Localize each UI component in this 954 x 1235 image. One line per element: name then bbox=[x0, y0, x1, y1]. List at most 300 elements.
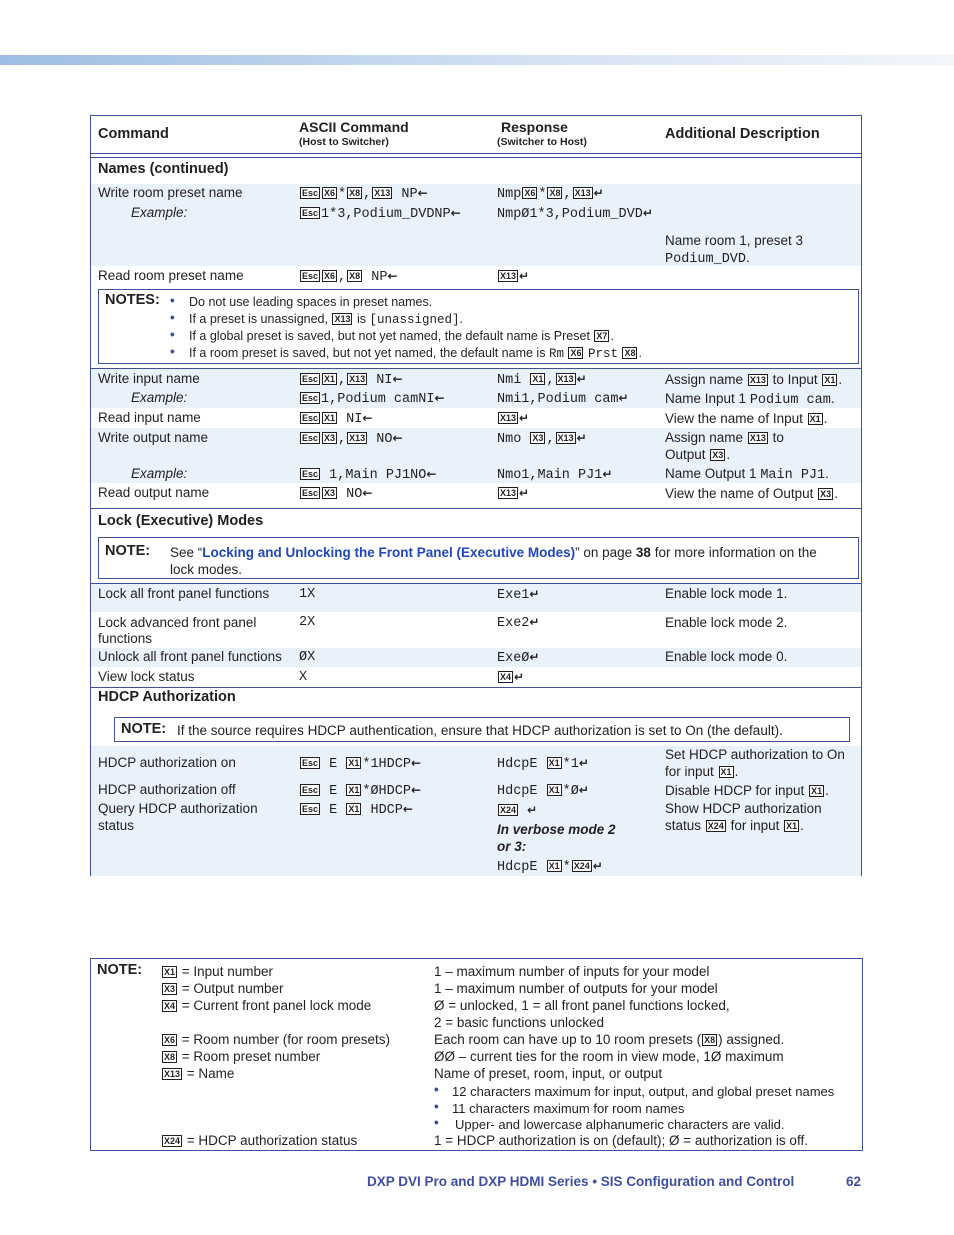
cmd-text: NP bbox=[401, 187, 418, 202]
x13-key: X13 bbox=[334, 314, 351, 324]
var-x24-desc: 1 = HDCP authorization is on (default); Ø = authorization is off. bbox=[434, 1133, 808, 1148]
x3-key: X3 bbox=[532, 433, 544, 443]
var-text: = Room number (for room presets) bbox=[181, 1032, 390, 1047]
return-arrow-icon: ↵ bbox=[576, 431, 587, 445]
x24-key: X24 bbox=[500, 805, 517, 815]
desc-text: Disable HDCP for input bbox=[665, 783, 805, 798]
section-hdcp: HDCP Authorization bbox=[98, 689, 236, 705]
return-arrow-icon: ↵ bbox=[578, 783, 589, 797]
sep: * bbox=[562, 860, 571, 875]
var-text: = Input number bbox=[181, 964, 273, 979]
note-label: NOTE: bbox=[121, 721, 167, 737]
sep: , bbox=[338, 270, 347, 285]
hdcp-note-box bbox=[114, 717, 850, 742]
read-output-label: Read output name bbox=[98, 485, 210, 500]
sep: * bbox=[538, 187, 547, 202]
note-mono: Rm bbox=[548, 347, 564, 361]
left-arrow-icon: ← bbox=[387, 269, 398, 283]
resp-text: NmpØ1*3,Podium_DVD bbox=[497, 207, 643, 222]
var-x4-desc-2: 2 = basic functions unlocked bbox=[434, 1015, 604, 1030]
lock-note-box bbox=[98, 537, 859, 579]
read-output-desc bbox=[665, 485, 838, 502]
return-arrow-icon: ↵ bbox=[576, 372, 587, 386]
resp-text: Nmp bbox=[497, 187, 522, 202]
x13-key: X13 bbox=[500, 413, 517, 423]
write-output-example-cmd bbox=[299, 466, 436, 484]
return-arrow-icon: ↵ bbox=[578, 756, 589, 770]
x1-key: X1 bbox=[324, 413, 336, 423]
x8-key: X8 bbox=[349, 188, 361, 198]
var-bullet-3: Upper- and lowercase alphanumeric characters are valid. bbox=[455, 1117, 785, 1132]
variables-note bbox=[90, 958, 863, 1151]
var-text: = Current front panel lock mode bbox=[181, 998, 372, 1013]
lock-row-cmd: 2X bbox=[299, 615, 316, 630]
desc-end: . bbox=[746, 250, 750, 265]
desc-text: . bbox=[830, 391, 835, 406]
verbose-label-2: or 3: bbox=[497, 839, 527, 854]
x13-key: X13 bbox=[164, 1069, 181, 1079]
note-text: . bbox=[610, 329, 614, 343]
desc-text: . bbox=[800, 818, 804, 833]
esc-key: Esc bbox=[302, 785, 319, 795]
note-2 bbox=[189, 311, 463, 329]
x7-key: X7 bbox=[596, 331, 608, 341]
desc-text: Name Input 1 bbox=[665, 391, 747, 406]
note-text: See “ bbox=[170, 545, 203, 560]
cmd-text: NO bbox=[376, 432, 393, 447]
lock-row-desc: Enable lock mode 1. bbox=[665, 586, 788, 601]
x6-key: X6 bbox=[324, 188, 336, 198]
var-text: = Name bbox=[186, 1066, 235, 1081]
lock-row-resp bbox=[497, 649, 539, 667]
var-x13 bbox=[161, 1065, 234, 1082]
desc-text: Assign name bbox=[665, 372, 744, 387]
var-x1 bbox=[161, 963, 273, 980]
divider bbox=[91, 687, 861, 688]
desc-text: Output bbox=[665, 447, 706, 462]
resp-text: *Ø bbox=[562, 784, 579, 799]
note-text: . bbox=[459, 312, 463, 326]
hdcp-on-cmd bbox=[299, 755, 421, 773]
x13-key: X13 bbox=[500, 488, 517, 498]
desc-text: . bbox=[834, 486, 838, 501]
write-input-cmd bbox=[299, 371, 403, 389]
x6-key: X6 bbox=[164, 1035, 176, 1045]
desc-text: Name Output 1 bbox=[665, 466, 757, 481]
header-response: Response bbox=[501, 119, 568, 135]
read-input-desc bbox=[665, 410, 827, 427]
read-input-resp bbox=[497, 410, 529, 428]
desc-text: . bbox=[825, 466, 829, 481]
x8-key: X8 bbox=[164, 1052, 176, 1062]
x1-key: X1 bbox=[786, 821, 798, 831]
hdcp-query-desc-2 bbox=[665, 817, 804, 834]
x1-key: X1 bbox=[811, 786, 823, 796]
write-room-desc: Name room 1, preset 3 bbox=[665, 233, 804, 248]
write-input-resp bbox=[497, 371, 587, 389]
section-names: Names (continued) bbox=[98, 161, 229, 177]
x8-key: X8 bbox=[624, 348, 636, 358]
bullet-icon: • bbox=[434, 1099, 439, 1114]
desc-text: . bbox=[838, 372, 843, 387]
esc-key: Esc bbox=[302, 469, 319, 479]
header-response-sub: (Switcher to Host) bbox=[497, 136, 587, 148]
hdcp-query-verbose-resp bbox=[497, 858, 603, 876]
hdcp-on-resp bbox=[497, 755, 589, 773]
locking-link[interactable]: Locking and Unlocking the Front Panel (Executive Modes) bbox=[202, 545, 576, 560]
lock-row-desc: Enable lock mode 0. bbox=[665, 649, 788, 664]
return-arrow-icon: ↵ bbox=[519, 486, 530, 500]
resp-text: Nmi bbox=[497, 373, 522, 388]
desc-text: status bbox=[665, 818, 702, 833]
hdcp-query-desc: Show HDCP authorization bbox=[665, 801, 822, 816]
left-arrow-icon: ← bbox=[417, 186, 428, 200]
return-arrow-icon: ↵ bbox=[618, 391, 629, 405]
desc-text: for input bbox=[730, 818, 780, 833]
x4-key: X4 bbox=[500, 672, 512, 682]
example-label: Example: bbox=[131, 466, 188, 481]
cmd-text: E bbox=[329, 803, 338, 818]
return-arrow-icon: ↵ bbox=[527, 803, 538, 817]
x4-key: X4 bbox=[164, 1001, 176, 1011]
x1-key: X1 bbox=[548, 861, 560, 871]
esc-key: Esc bbox=[302, 758, 319, 768]
x3-key: X3 bbox=[820, 489, 832, 499]
example-label: Example: bbox=[131, 205, 188, 220]
command-table bbox=[90, 115, 862, 876]
read-input-cmd bbox=[299, 410, 372, 428]
x24-key: X24 bbox=[707, 821, 724, 831]
return-arrow-icon: ↵ bbox=[642, 206, 653, 220]
hdcp-off-resp bbox=[497, 782, 589, 800]
read-room-cmd bbox=[299, 268, 398, 286]
hdcp-on-label: HDCP authorization on bbox=[98, 755, 236, 770]
x13-key: X13 bbox=[349, 374, 366, 384]
hdcp-off-cmd bbox=[299, 782, 421, 800]
write-room-example-cmd bbox=[299, 205, 461, 223]
sep: , bbox=[546, 373, 555, 388]
note-label: NOTE: bbox=[105, 543, 151, 559]
desc-text: to bbox=[772, 430, 784, 445]
esc-key: Esc bbox=[302, 393, 319, 403]
sep: * bbox=[338, 187, 347, 202]
desc-text: . bbox=[823, 411, 828, 426]
resp-text: Nmo1,Main PJ1 bbox=[497, 468, 603, 483]
note-mono: [unassigned] bbox=[369, 313, 460, 327]
lock-row-cmd: 1X bbox=[299, 587, 316, 602]
x1-key: X1 bbox=[548, 758, 560, 768]
hdcp-off-desc bbox=[665, 782, 829, 799]
var-text: = Room preset number bbox=[181, 1049, 321, 1064]
x1-key: X1 bbox=[532, 374, 544, 384]
x24-key: X24 bbox=[573, 861, 590, 871]
resp-text: ExeØ bbox=[497, 651, 530, 666]
return-arrow-icon: ↵ bbox=[602, 467, 613, 481]
note-1: Do not use leading spaces in preset names. bbox=[189, 295, 433, 309]
lock-row-cmd: ØX bbox=[299, 650, 316, 665]
write-input-label: Write input name bbox=[98, 371, 200, 386]
x8-key: X8 bbox=[349, 271, 361, 281]
x1-key: X1 bbox=[548, 785, 560, 795]
return-arrow-icon: ↵ bbox=[519, 411, 530, 425]
hdcp-query-label: Query HDCP authorization bbox=[98, 801, 258, 816]
return-arrow-icon: ↵ bbox=[593, 186, 604, 200]
desc-text: to Input bbox=[772, 372, 818, 387]
cmd-text: *ØHDCP bbox=[362, 784, 411, 799]
resp-text: Nmo bbox=[497, 432, 522, 447]
write-output-desc bbox=[665, 429, 784, 446]
note-4 bbox=[189, 345, 642, 363]
resp-text: Exe2 bbox=[497, 616, 530, 631]
note-mono: Prst bbox=[587, 347, 618, 361]
desc-text: . bbox=[734, 764, 739, 779]
var-x8 bbox=[161, 1048, 320, 1065]
bullet-icon: • bbox=[434, 1115, 439, 1130]
section-lock: Lock (Executive) Modes bbox=[98, 513, 264, 529]
left-arrow-icon: ← bbox=[362, 486, 373, 500]
divider bbox=[91, 157, 861, 158]
hdcp-on-desc: Set HDCP authorization to On bbox=[665, 747, 845, 762]
var-x24 bbox=[161, 1132, 357, 1149]
left-arrow-icon: ← bbox=[426, 467, 437, 481]
lock-row-resp bbox=[497, 669, 524, 687]
note-label: NOTE: bbox=[97, 962, 143, 978]
x1-key: X1 bbox=[348, 804, 360, 814]
x3-key: X3 bbox=[324, 488, 336, 498]
desc-text: . bbox=[825, 783, 829, 798]
hdcp-query-resp bbox=[497, 802, 537, 820]
resp-text: Exe1 bbox=[497, 588, 530, 603]
write-output-resp bbox=[497, 430, 587, 448]
write-output-example-desc bbox=[665, 465, 829, 484]
x1-key: X1 bbox=[348, 785, 360, 795]
header-command: Command bbox=[98, 126, 169, 142]
var-x4-desc: Ø = unlocked, 1 = all front panel functions locked, bbox=[434, 998, 730, 1013]
esc-key: Esc bbox=[302, 374, 319, 384]
x13-key: X13 bbox=[574, 188, 591, 198]
verbose-label: In verbose mode 2 bbox=[497, 822, 616, 837]
bullet-icon: • bbox=[170, 310, 175, 325]
note-text: . bbox=[638, 346, 642, 360]
var-x4 bbox=[161, 997, 371, 1014]
x1-key: X1 bbox=[164, 967, 176, 977]
x3-key: X3 bbox=[324, 433, 336, 443]
note-text: If a room preset is saved, but not yet named, the default name is bbox=[189, 346, 546, 360]
resp-text: *1 bbox=[562, 757, 579, 772]
page-number: 62 bbox=[846, 1174, 862, 1189]
x13-key: X13 bbox=[557, 374, 574, 384]
x1-key: X1 bbox=[720, 767, 732, 777]
cmd-text: E bbox=[329, 784, 338, 799]
sep: , bbox=[563, 187, 572, 202]
note-text: for more information on the bbox=[654, 545, 817, 560]
write-output-example-resp bbox=[497, 466, 612, 484]
page-number: 38 bbox=[635, 545, 651, 560]
esc-key: Esc bbox=[302, 413, 319, 423]
lock-row-cmd: X bbox=[299, 670, 308, 685]
write-output-cmd bbox=[299, 430, 403, 448]
note-3 bbox=[189, 328, 614, 345]
var-text: ) assigned. bbox=[718, 1032, 785, 1047]
hdcp-off-label: HDCP authorization off bbox=[98, 782, 236, 797]
esc-key: Esc bbox=[302, 188, 319, 198]
left-arrow-icon: ← bbox=[410, 756, 422, 770]
esc-key: Esc bbox=[302, 208, 319, 218]
example-label: Example: bbox=[131, 390, 188, 405]
bullet-icon: • bbox=[170, 344, 175, 359]
x1-key: X1 bbox=[809, 414, 821, 424]
hdcp-note-text: If the source requires HDCP authentication, ensure that HDCP authorization is set to On (the default). bbox=[177, 723, 783, 738]
x3-key: X3 bbox=[712, 450, 724, 460]
cmd-text: E bbox=[329, 757, 338, 772]
var-text: Each room can have up to 10 room presets ( bbox=[434, 1032, 702, 1047]
var-x8-desc: ØØ – current ties for the room in view mode, 1Ø maximum bbox=[434, 1049, 784, 1064]
note-text: If a global preset is saved, but not yet named, the default name is Preset bbox=[189, 329, 590, 343]
lock-row-label-2: functions bbox=[98, 631, 153, 646]
write-input-example-cmd bbox=[299, 390, 445, 408]
x13-key: X13 bbox=[557, 433, 574, 443]
cmd-text: *1HDCP bbox=[362, 757, 411, 772]
sep: , bbox=[338, 432, 347, 447]
hdcp-on-desc-2 bbox=[665, 763, 738, 780]
x8-key: X8 bbox=[549, 188, 561, 198]
lock-row-desc: Enable lock mode 2. bbox=[665, 615, 788, 630]
read-input-label: Read input name bbox=[98, 410, 201, 425]
lock-row-resp bbox=[497, 614, 539, 632]
esc-key: Esc bbox=[302, 271, 319, 281]
write-room-resp bbox=[497, 185, 604, 203]
var-x13-desc: Name of preset, room, input, or output bbox=[434, 1066, 663, 1081]
desc-mono: Podium cam bbox=[749, 393, 831, 408]
header-ascii-sub: (Host to Switcher) bbox=[299, 136, 389, 148]
var-bullet-2: 11 characters maximum for room names bbox=[452, 1101, 685, 1116]
sep: , bbox=[338, 373, 347, 388]
note-text: is bbox=[356, 312, 366, 326]
var-text: = HDCP authorization status bbox=[186, 1133, 358, 1148]
esc-key: Esc bbox=[302, 488, 319, 498]
write-output-desc-2 bbox=[665, 446, 730, 463]
resp-text: HdcpE bbox=[497, 757, 538, 772]
var-x6 bbox=[161, 1031, 390, 1048]
read-output-cmd bbox=[299, 485, 372, 503]
left-arrow-icon: ← bbox=[392, 372, 403, 386]
desc-text: View the name of Output bbox=[665, 486, 814, 501]
sep: , bbox=[546, 432, 555, 447]
return-arrow-icon: ↵ bbox=[529, 587, 540, 601]
resp-text: HdcpE bbox=[497, 784, 538, 799]
cmd-text: 1,Podium camNI bbox=[321, 392, 435, 407]
return-arrow-icon: ↵ bbox=[514, 670, 525, 684]
cmd-text: HDCP bbox=[370, 803, 403, 818]
bullet-icon: • bbox=[170, 293, 175, 308]
hdcp-query-cmd bbox=[299, 801, 413, 819]
x13-key: X13 bbox=[749, 433, 766, 443]
lock-row-label: View lock status bbox=[98, 669, 195, 684]
divider bbox=[91, 508, 861, 509]
x13-key: X13 bbox=[500, 271, 517, 281]
left-arrow-icon: ← bbox=[392, 431, 403, 445]
x3-key: X3 bbox=[164, 984, 176, 994]
read-room-resp bbox=[497, 268, 529, 286]
left-arrow-icon: ← bbox=[362, 411, 373, 425]
var-bullet-1: 12 characters maximum for input, output, and global preset names bbox=[452, 1084, 835, 1099]
header-description: Additional Description bbox=[665, 126, 820, 142]
x6-key: X6 bbox=[570, 348, 582, 358]
read-output-resp bbox=[497, 485, 529, 503]
footer-title: DXP DVI Pro and DXP HDMI Series • SIS Configuration and Control bbox=[367, 1174, 795, 1189]
lock-note-text bbox=[170, 544, 817, 561]
x6-key: X6 bbox=[324, 271, 336, 281]
write-output-label: Write output name bbox=[98, 430, 209, 445]
cmd-text: NO bbox=[346, 487, 363, 502]
x1-key: X1 bbox=[324, 374, 336, 384]
return-arrow-icon: ↵ bbox=[592, 859, 603, 873]
cmd-text: NI bbox=[376, 373, 393, 388]
return-arrow-icon: ↵ bbox=[529, 650, 540, 664]
lock-row-label: Lock advanced front panel bbox=[98, 615, 257, 630]
desc-text: Assign name bbox=[665, 430, 744, 445]
x1-key: X1 bbox=[824, 375, 836, 385]
note-text: If a preset is unassigned, bbox=[189, 312, 328, 326]
desc-text: for input bbox=[665, 764, 714, 779]
write-room-cmd bbox=[299, 185, 428, 203]
hdcp-query-label-2: status bbox=[98, 818, 135, 833]
top-gradient-bar bbox=[0, 55, 954, 65]
return-arrow-icon: ↵ bbox=[529, 615, 540, 629]
var-x6-desc bbox=[434, 1031, 784, 1048]
left-arrow-icon: ← bbox=[402, 802, 413, 816]
header-ascii: ASCII Command bbox=[299, 119, 409, 135]
note-text: ” on page bbox=[575, 545, 633, 560]
var-x3-desc: 1 – maximum number of outputs for your model bbox=[434, 981, 718, 996]
write-room-desc-2 bbox=[665, 249, 750, 268]
bullet-icon: • bbox=[170, 327, 175, 342]
lock-row-label: Unlock all front panel functions bbox=[98, 649, 282, 664]
resp-text: Nmi1,Podium cam bbox=[497, 392, 619, 407]
left-arrow-icon: ← bbox=[450, 206, 461, 220]
left-arrow-icon: ← bbox=[434, 391, 445, 405]
write-input-example-resp bbox=[497, 390, 629, 408]
var-text: = Output number bbox=[181, 981, 284, 996]
desc-text: . bbox=[726, 447, 731, 462]
left-arrow-icon: ← bbox=[410, 783, 422, 797]
notes-box bbox=[98, 289, 859, 364]
read-room-label: Read room preset name bbox=[98, 268, 244, 283]
cmd-text: 1*3,Podium_DVDNP bbox=[321, 207, 451, 222]
desc-mono: Podium_DVD bbox=[665, 252, 747, 267]
cmd-text: 1,Main PJ1NO bbox=[329, 468, 427, 483]
desc-text: View the name of Input bbox=[665, 411, 803, 426]
write-room-example-resp bbox=[497, 205, 653, 223]
write-room-label: Write room preset name bbox=[98, 185, 243, 200]
cmd-text: NP bbox=[371, 270, 388, 285]
cmd-text: NI bbox=[346, 412, 363, 427]
x1-key: X1 bbox=[348, 758, 360, 768]
lock-row-resp bbox=[497, 586, 539, 604]
x13-key: X13 bbox=[749, 375, 766, 385]
var-x1-desc: 1 – maximum number of inputs for your model bbox=[434, 964, 710, 979]
x24-key: X24 bbox=[164, 1136, 181, 1146]
x8-key: X8 bbox=[704, 1035, 716, 1045]
return-arrow-icon: ↵ bbox=[519, 269, 530, 283]
notes-label: NOTES: bbox=[105, 292, 160, 308]
var-x3 bbox=[161, 980, 283, 997]
esc-key: Esc bbox=[302, 804, 319, 814]
table-header bbox=[91, 116, 861, 154]
resp-text: HdcpE bbox=[497, 860, 538, 875]
write-input-example-desc bbox=[665, 390, 835, 409]
sep: , bbox=[363, 187, 372, 202]
